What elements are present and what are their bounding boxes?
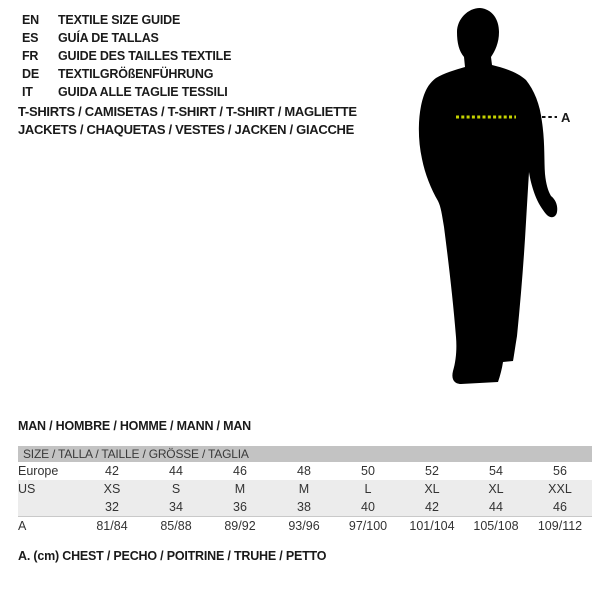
size-cell: 42 xyxy=(105,464,119,478)
size-cell: 97/100 xyxy=(348,519,388,533)
size-table-header: SIZE / TALLA / TAILLE / GRÖSSE / TAGLIA xyxy=(18,446,592,462)
language-code: FR xyxy=(22,49,39,63)
language-row xyxy=(22,65,231,83)
size-cell: 32 xyxy=(105,500,119,514)
size-cell: 93/96 xyxy=(288,519,320,533)
measurement-footnote: A. (cm) CHEST / PECHO / POITRINE / TRUHE / PETTO xyxy=(18,549,327,563)
size-cell: 50 xyxy=(361,464,375,478)
size-cell: 56 xyxy=(553,464,567,478)
size-table xyxy=(18,446,592,535)
size-cell: XL xyxy=(488,482,504,496)
row-label: Europe xyxy=(18,464,59,478)
guide-title: TEXTILE SIZE GUIDE xyxy=(58,13,181,27)
row-label xyxy=(18,498,80,516)
garment-categories xyxy=(18,103,357,139)
size-cell: 109/112 xyxy=(537,519,583,533)
category-line-tshirts: T-SHIRTS / CAMISETAS / T-SHIRT / T-SHIRT / MAGLIETTE xyxy=(18,104,357,119)
language-row xyxy=(22,29,231,47)
language-row xyxy=(22,83,231,101)
language-code: EN xyxy=(22,13,39,27)
size-cell: L xyxy=(364,482,372,496)
size-cell: XS xyxy=(103,482,121,496)
size-cell: 44 xyxy=(169,464,183,478)
size-cell: 89/92 xyxy=(224,519,256,533)
language-code: IT xyxy=(22,85,33,99)
size-cell: 46 xyxy=(553,500,567,514)
language-code: ES xyxy=(22,31,39,45)
size-cell: 81/84 xyxy=(96,519,128,533)
size-cell: 46 xyxy=(233,464,247,478)
table-row-chest-a xyxy=(18,516,592,535)
size-cell: 42 xyxy=(425,500,439,514)
size-cell: 101/104 xyxy=(409,519,455,533)
size-cell: 52 xyxy=(425,464,439,478)
size-cell: XL xyxy=(424,482,440,496)
size-cell: 54 xyxy=(489,464,503,478)
man-silhouette xyxy=(419,8,557,384)
language-code: DE xyxy=(22,67,39,81)
size-cell: 85/88 xyxy=(160,519,192,533)
language-row xyxy=(22,47,231,65)
section-title-man: MAN / HOMBRE / HOMME / MANN / MAN xyxy=(18,419,251,433)
guide-title: GUIDA ALLE TAGLIE TESSILI xyxy=(58,85,228,99)
size-cell: 34 xyxy=(169,500,183,514)
size-cell: 40 xyxy=(361,500,375,514)
guide-title: GUIDE DES TAILLES TEXTILE xyxy=(58,49,232,63)
size-cell: M xyxy=(234,482,246,496)
size-cell: 38 xyxy=(297,500,311,514)
size-cell: M xyxy=(298,482,310,496)
measure-label-a: A xyxy=(561,110,571,125)
size-cell: 48 xyxy=(297,464,311,478)
category-line-jackets: JACKETS / CHAQUETAS / VESTES / JACKEN / GIACCHE xyxy=(18,122,354,137)
size-cell: 44 xyxy=(489,500,503,514)
size-guide-figure xyxy=(403,4,583,394)
man-figure-svg xyxy=(403,4,583,394)
table-row-us xyxy=(18,480,592,498)
table-row-uk xyxy=(18,498,592,516)
row-label: A xyxy=(18,519,27,533)
guide-title: TEXTILGRÖßENFÜHRUNG xyxy=(58,67,214,81)
size-cell: XXL xyxy=(548,482,572,496)
table-row-europe xyxy=(18,462,592,480)
size-cell: 36 xyxy=(233,500,247,514)
row-label: US xyxy=(18,482,36,496)
size-cell: S xyxy=(171,482,181,496)
size-cell: 105/108 xyxy=(473,519,519,533)
language-list xyxy=(22,11,231,101)
guide-title: GUÍA DE TALLAS xyxy=(58,31,159,45)
language-row xyxy=(22,11,231,29)
